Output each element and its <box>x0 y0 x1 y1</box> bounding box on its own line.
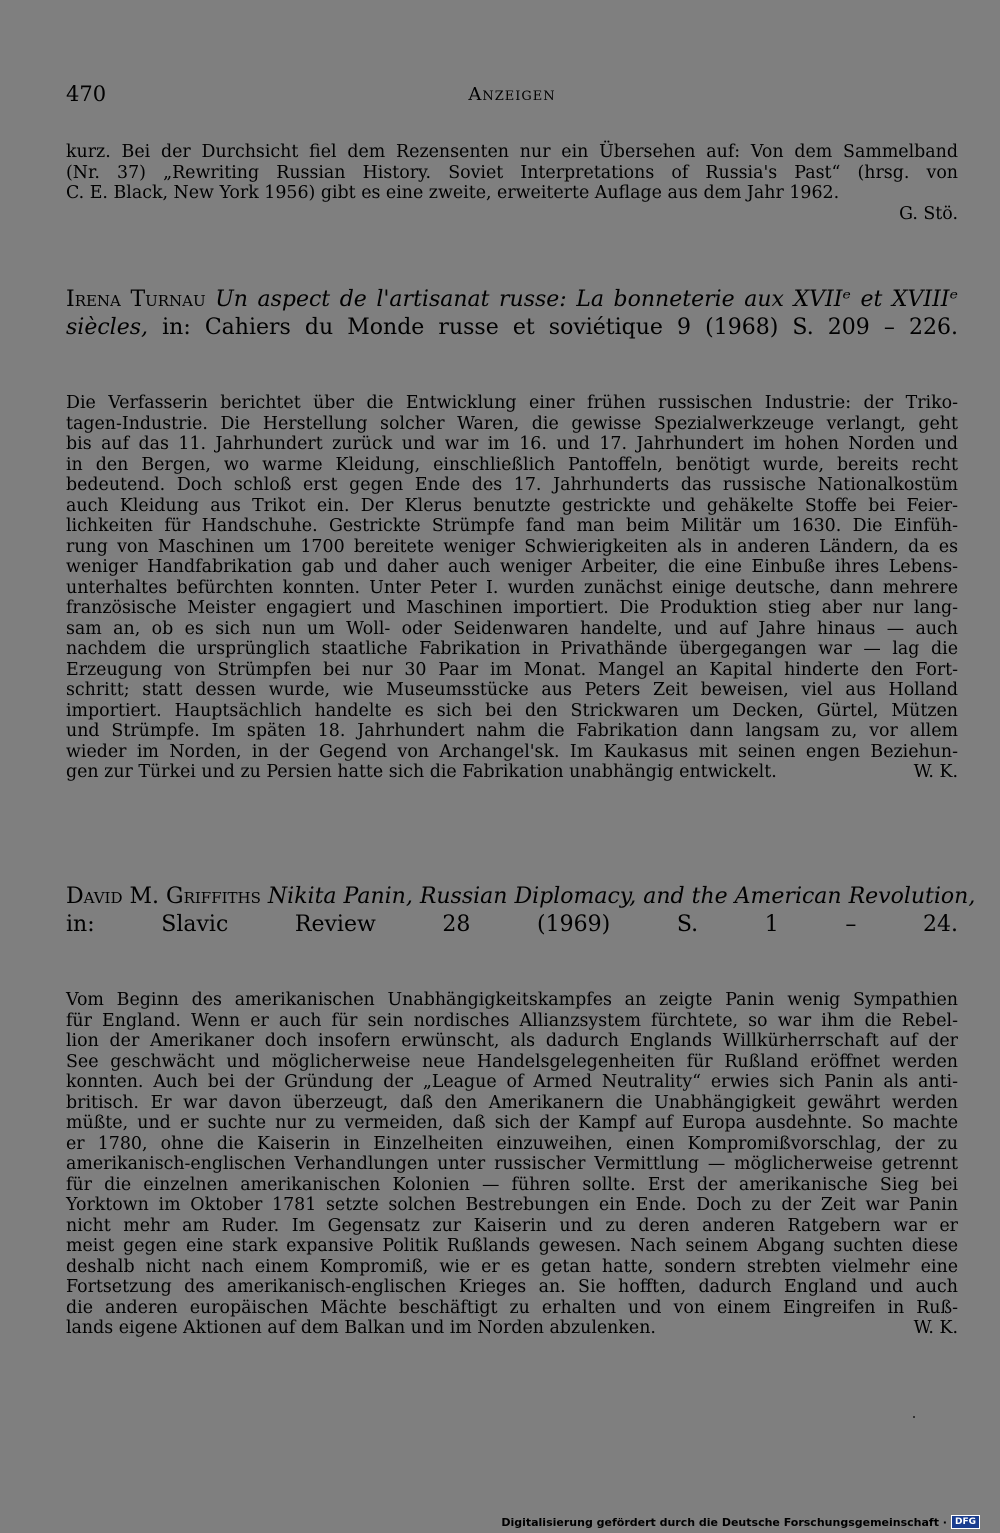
author-name: Irena Turnau <box>66 287 206 312</box>
text-line: lion der Amerikaner doch insofern erwünscht, als dadurch Englands Willkürherrschaft auf der <box>66 1031 958 1051</box>
running-title: Anzeigen <box>468 84 556 105</box>
text-line: kurz. Bei der Durchsicht fiel dem Rezensenten nur ein Übersehen auf: Von dem Sammelband <box>66 142 958 162</box>
article-source: in: Slavic Review 28 (1969) S. 1 – 24. <box>66 912 958 937</box>
text-line: konnten. Auch bei der Gründung der „League of Armed Neutrality“ erwies sich Panin als anti- <box>66 1072 958 1092</box>
text-line: französische Meister engagiert und Maschinen importiert. Die Produktion stieg aber nur lang- <box>66 598 958 618</box>
text-line: Yorktown im Oktober 1781 setzte solchen Bestrebungen ein Ende. Doch zu der Zeit war Panin <box>66 1195 958 1215</box>
digitization-footer <box>501 1515 980 1529</box>
text-line: See geschwächt und möglicherweise neue Handelsgelegenheiten für Rußland eröffnet werden <box>66 1051 958 1072</box>
text-line: und Strümpfe. Im späten 18. Jahrhundert nahm die Fabrikation dann langsam zu, vor allem <box>66 721 958 741</box>
text-line: lands eigene Aktionen auf dem Balkan und im Norden abzulenken. <box>66 1318 656 1338</box>
text-line: wieder im Norden, in der Gegend von Archangel'sk. Im Kaukasus mit seinen engen Beziehun- <box>66 741 958 762</box>
article-title: Un aspect de l'artisanat russe: La bonneterie aux XVIIᵉ et XVIIIᵉ <box>215 287 959 312</box>
text-line: Die Verfasserin berichtet über die Entwicklung einer frühen russischen Industrie: der Triko- <box>66 393 958 413</box>
text-line: britisch. Er war davon überzeugt, daß den Amerikanern die Unabhängigkeit gewährt werden <box>66 1092 958 1113</box>
article-source: in: Cahiers du Monde russe et soviétique 9 (1968) S. 209 – 226. <box>148 315 958 340</box>
text-line: deshalb nicht nach einem Kompromiß, wie er es getan hatte, sondern strebten vielmehr eine <box>66 1256 958 1277</box>
text-line: auch Kleidung aus Trikot ein. Der Klerus benutzte gestrickte und gehäkelte Stoffe bei Feier- <box>66 495 958 516</box>
reviewer-initials: G. Stö. <box>899 203 958 224</box>
reviewer-initials: W. K. <box>913 1318 958 1338</box>
text-line: weniger Handfabrikation gab und daher auch weniger Arbeiter, die eine Einbuße ihres Lebens- <box>66 557 958 577</box>
text-line: schritt; statt dessen wurde, wie Museumsstücke aus Peters Zeit beweisen, viel aus Holland <box>66 680 958 700</box>
review-heading <box>66 286 958 342</box>
text-line: nicht mehr am Ruder. Im Gegensatz zur Kaiserin und zu deren anderen Ratgebern war er <box>66 1215 958 1236</box>
text-line: bis auf das 11. Jahrhundert zurück und war im 16. und 17. Jahrhundert im hohen Norden und <box>66 434 958 454</box>
page-header <box>66 82 958 112</box>
text-line: unterhaltes befürchten konnten. Unter Peter I. wurden zunächst einige deutsche, dann mehrere <box>66 577 958 598</box>
page-number: 470 <box>66 82 107 106</box>
text-line: sam an, ob es sich nun um Woll- oder Seidenwaren handelte, und auf Jahre hinaus — auch <box>66 618 958 639</box>
author-name: David M. Griffiths <box>66 884 261 909</box>
text-line: in den Bergen, wo warme Kleidung, einschließlich Pantoffeln, benötigt wurde, bereits recht <box>66 454 958 475</box>
text-line: meist gegen eine stark expansive Politik Rußlands gewesen. Nach seinem Abgang suchten diese <box>66 1236 958 1256</box>
text-line: lichkeiten für Handschuhe. Gestrickte Strümpfe fand man beim Militär um 1630. Die Einfüh- <box>66 516 958 536</box>
text-line: Fortsetzung des amerikanisch-englischen Krieges an. Sie hofften, dadurch England und auch <box>66 1277 958 1297</box>
article-title-cont: siècles, <box>66 315 149 340</box>
text-line: gen zur Türkei und zu Persien hatte sich die Fabrikation unabhängig entwickelt. <box>66 762 777 782</box>
review-tail <box>66 142 958 224</box>
text-line: für die einzelnen amerikanischen Kolonien — führen sollte. Erst der amerikanische Sieg bei <box>66 1174 958 1195</box>
text-line: C. E. Black, New York 1956) gibt es eine zweite, erweiterte Auflage aus dem Jahr 1962. <box>66 183 840 203</box>
article-title: Nikita Panin, Russian Diplomacy, and the American Revolution, <box>267 884 976 909</box>
dfg-logo: DFG <box>951 1515 980 1529</box>
scan-speck <box>913 1416 915 1418</box>
reviewer-initials: W. K. <box>913 762 958 782</box>
text-line: Vom Beginn des amerikanischen Unabhängigkeitskampfes an zeigte Panin wenig Sympathien <box>66 990 958 1010</box>
text-line: nachdem die ursprünglich staatliche Fabrikation in Privathände übergegangen war — lag die <box>66 639 958 659</box>
text-line: Erzeugung von Strümpfen bei nur 30 Paar im Monat. Mangel an Kapital hinderte den Fort- <box>66 659 958 680</box>
footer-text: Digitalisierung gefördert durch die Deutsche Forschungsgemeinschaft · <box>501 1515 947 1529</box>
text-line: importiert. Hauptsächlich handelte es sich bei den Strickwaren um Decken, Gürtel, Mützen <box>66 700 958 721</box>
text-line: müßte, und er suchte nur zu vermeiden, daß sich der Kampf auf Europa ausdehnte. So machte <box>66 1113 958 1133</box>
review-heading <box>66 883 976 939</box>
review-body <box>66 393 958 783</box>
text-line: rung von Maschinen um 1700 bereitete weniger Schwierigkeiten als in anderen Ländern, da es <box>66 536 958 557</box>
text-line: amerikanisch-englischen Verhandlungen unter russischer Vermittlung — möglicherweise getrennt <box>66 1154 958 1174</box>
text-line: für England. Wenn er auch für sein nordisches Allianzsystem fürchtete, so war ihm die Rebel- <box>66 1010 958 1031</box>
text-line: tagen-Industrie. Die Herstellung solcher Waren, die gewisse Spezialwerkzeuge verlangt, geht <box>66 413 958 434</box>
text-line: (Nr. 37) „Rewriting Russian History. Soviet Interpretations of Russia's Past“ (hrsg. von <box>66 162 958 183</box>
text-line: er 1780, ohne die Kaiserin in Einzelheiten einzuweihen, einen Kompromißvorschlag, der zu <box>66 1133 958 1154</box>
text-line: die anderen europäischen Mächte beschäftigt zu erhalten und von einem Eingreifen in Ruß- <box>66 1297 958 1318</box>
text-line: bedeutend. Doch schloß erst gegen Ende des 17. Jahrhunderts das russische Nationalkostüm <box>66 475 958 495</box>
review-body <box>66 990 958 1339</box>
